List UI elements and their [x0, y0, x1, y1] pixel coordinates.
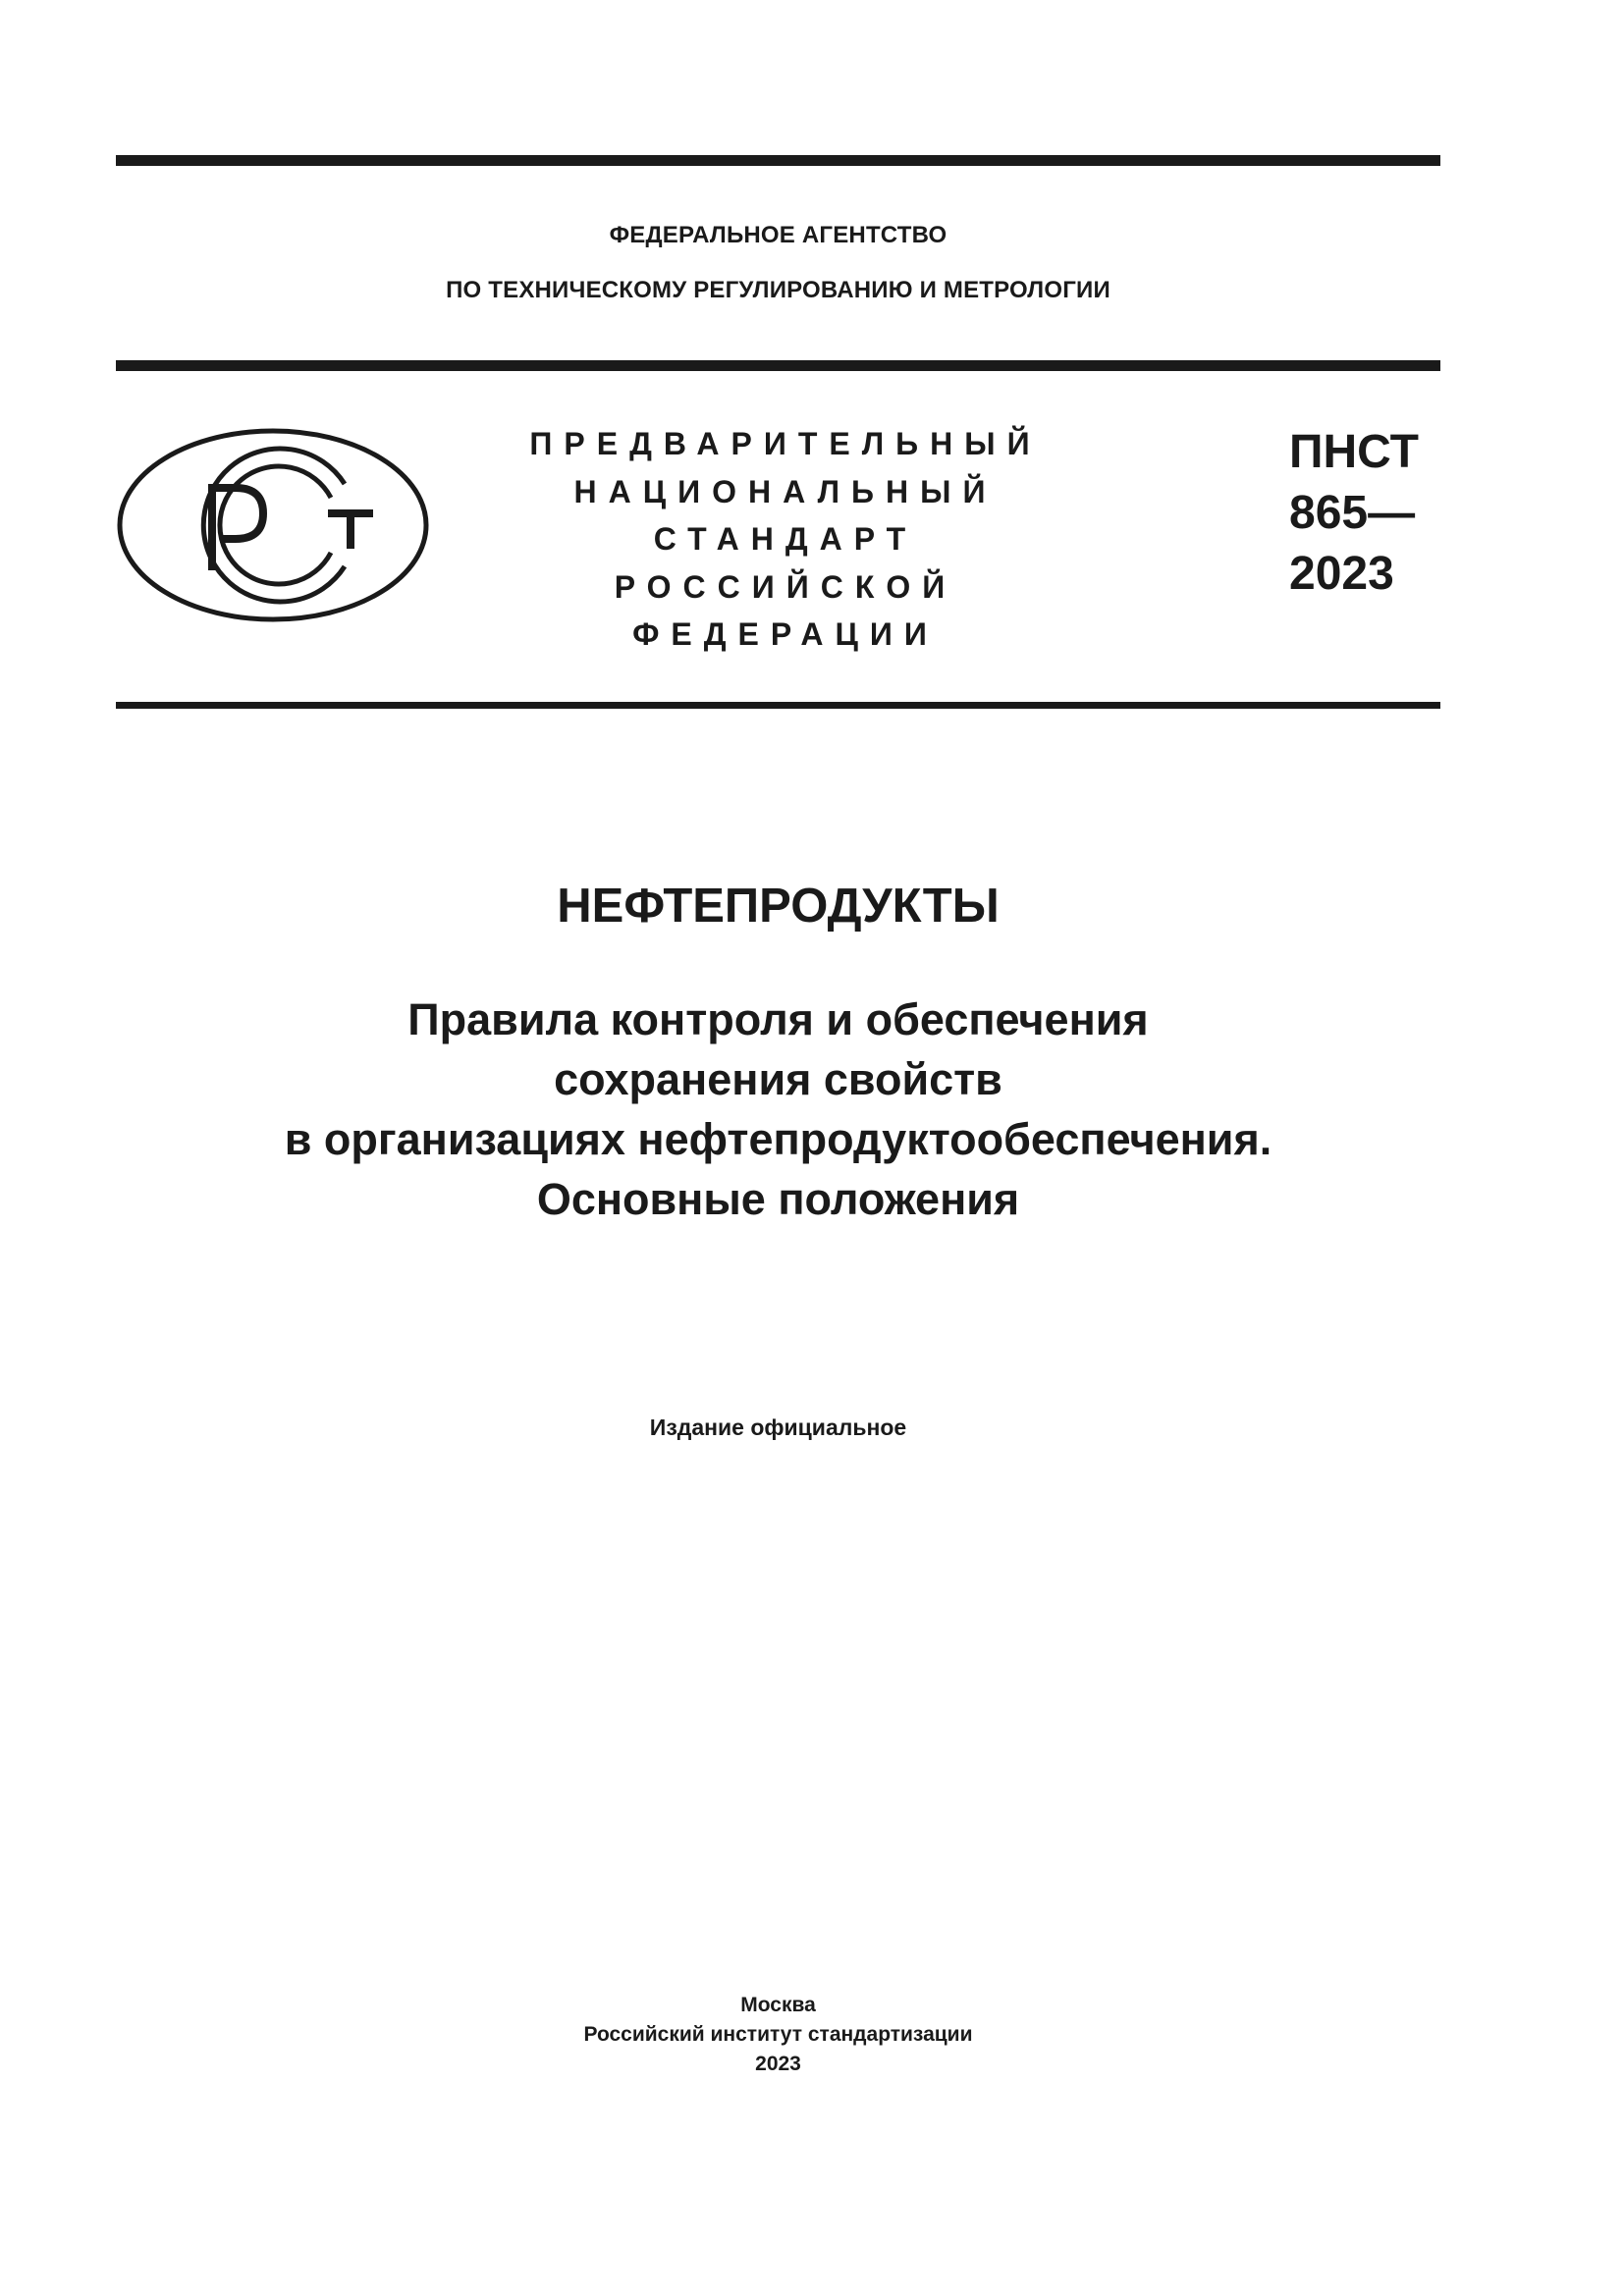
designation-line: 2023: [1289, 548, 1394, 600]
bottom-header-rule: [116, 702, 1440, 709]
standard-type-line: ПРЕДВАРИТЕЛЬНЫЙ: [529, 426, 1042, 461]
subtitle-line: Основные положения: [536, 1174, 1020, 1224]
subtitle-line: Правила контроля и обеспечения: [407, 994, 1149, 1044]
imprint: [116, 1991, 1440, 2079]
standard-designation: [1289, 422, 1419, 605]
imprint-publisher: Российский институт стандартизации: [583, 2023, 973, 2046]
middle-rule: [116, 360, 1440, 371]
imprint-city: Москва: [740, 1994, 816, 2016]
top-rule: [116, 155, 1440, 166]
standard-type: [481, 420, 1090, 659]
gost-r-logo-icon: [116, 427, 430, 623]
subtitle-line: сохранения свойств: [554, 1054, 1002, 1104]
agency-name-line-2: ПО ТЕХНИЧЕСКОМУ РЕГУЛИРОВАНИЮ И МЕТРОЛОГИИ: [446, 277, 1110, 303]
agency-name-line-1: ФЕДЕРАЛЬНОЕ АГЕНТСТВО: [609, 222, 947, 248]
standard-type-line: СТАНДАРТ: [653, 521, 918, 557]
standard-type-line: НАЦИОНАЛЬНЫЙ: [573, 473, 998, 509]
designation-line: ПНСТ: [1289, 426, 1419, 478]
standard-type-line: РОССИЙСКОЙ: [614, 568, 957, 605]
standard-type-line: ФЕДЕРАЦИИ: [632, 616, 939, 652]
edition-note: Издание официальное: [649, 1415, 907, 1440]
document-subtitle: [116, 989, 1440, 1229]
subtitle-line: в организациях нефтепродуктообеспечения.: [284, 1114, 1272, 1164]
designation-line: 865—: [1289, 487, 1416, 539]
imprint-year: 2023: [755, 2053, 801, 2075]
document-title: НЕФТЕПРОДУКТЫ: [557, 880, 1000, 933]
